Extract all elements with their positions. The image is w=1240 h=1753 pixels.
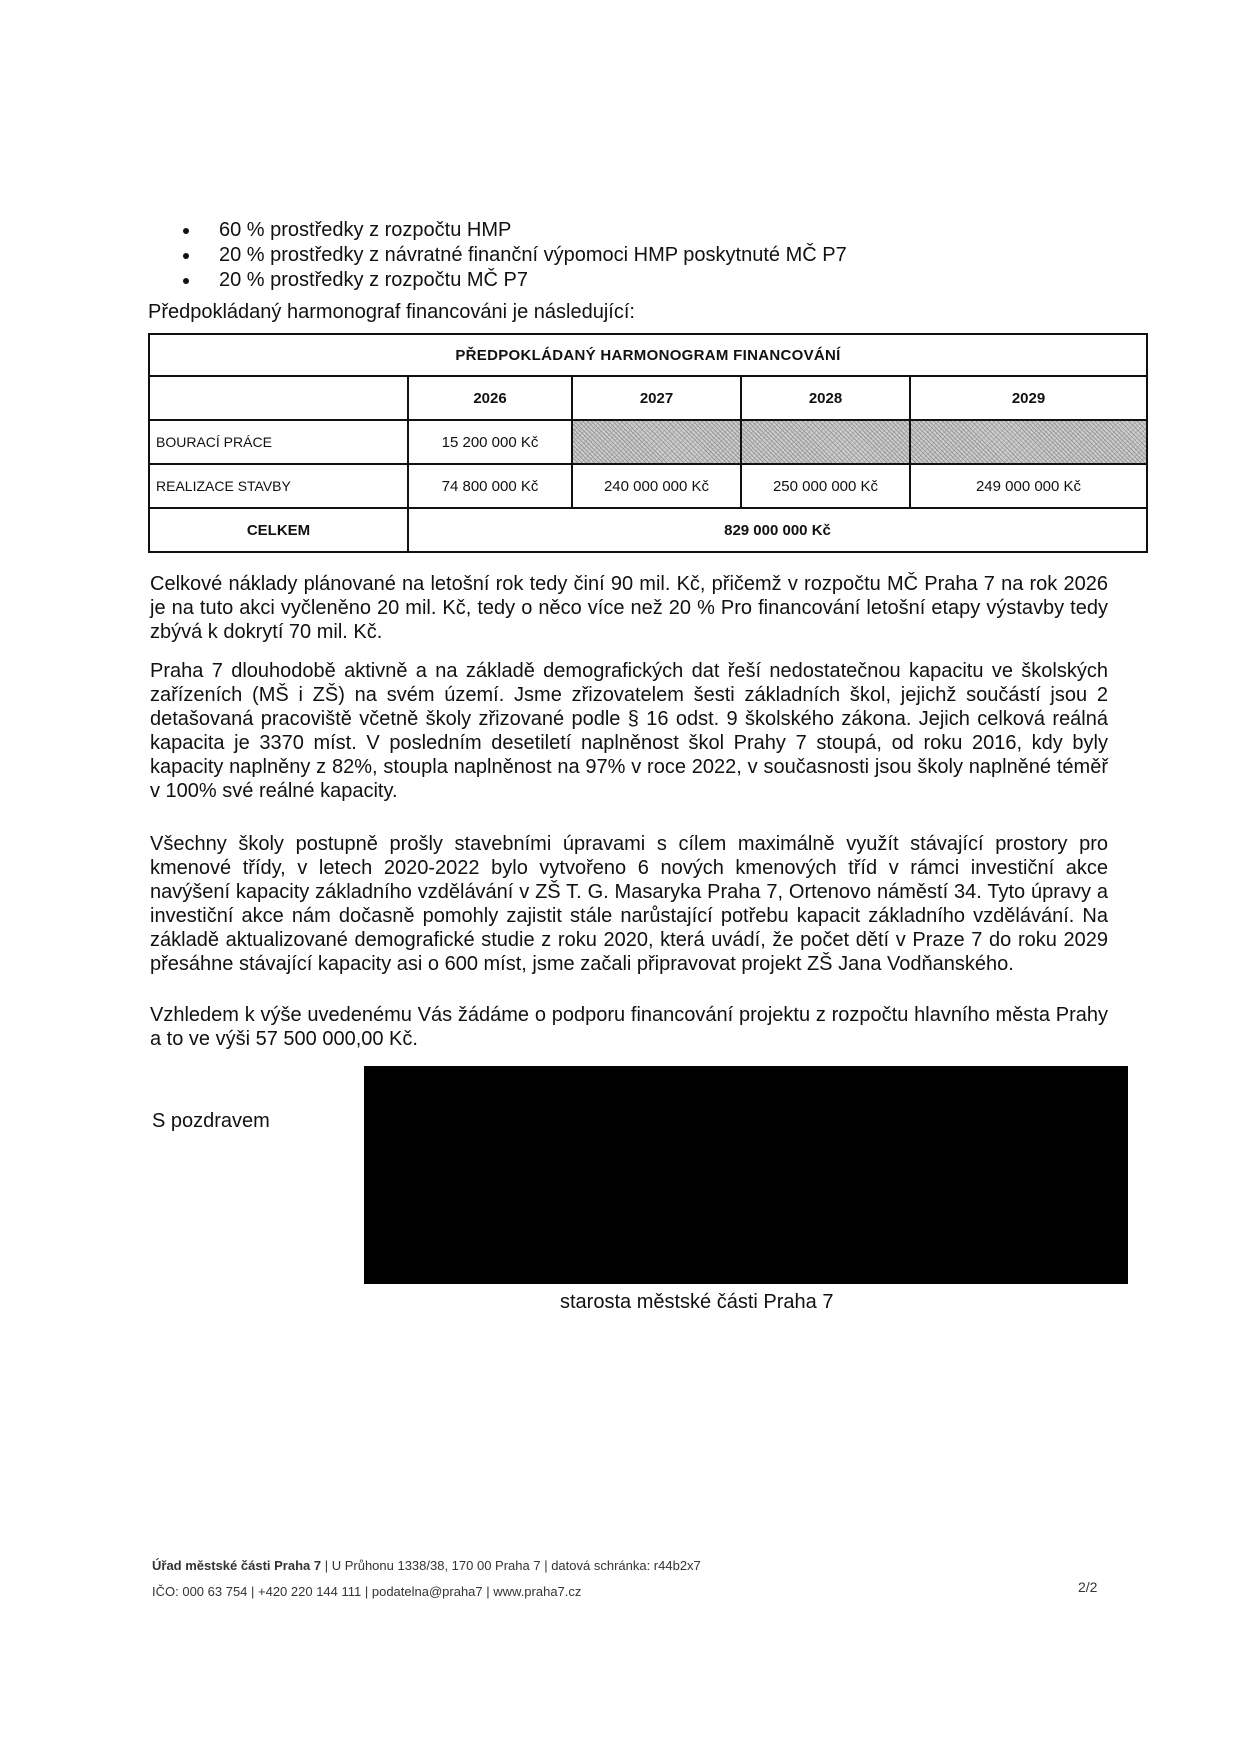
footer-line-2: IČO: 000 63 754 | +420 220 144 111 | podatelna@praha7 | www.praha7.cz: [152, 1584, 582, 1599]
signature-title: starosta městské části Praha 7: [560, 1291, 834, 1313]
row-label: BOURACÍ PRÁCE: [149, 420, 408, 464]
table-header-row: [149, 376, 1147, 420]
total-value: 829 000 000 Kč: [408, 508, 1147, 552]
paragraph: Praha 7 dlouhodobě aktivně a na základě demografických dat řeší nedostatečnou kapacitu ve školských zařízeních (MŠ i ZŠ) na svém území. Jsme zřizovatelem šesti základních škol, jejichž součástí jsou 2 detašovaná pracoviště včetně školy zřizované podle § 16 odst. 9 školského zákona. Jejich celková reálná kapacita je 3370 míst. V posledním desetiletí naplněnost škol Prahy 7 stoupá, od roku 2016, kdy byly kapacity naplněny z 82%, stoupla naplněnost na 97% v roce 2022, v současnosti jsou školy naplněné téměř v 100% své reálné kapacity.: [150, 660, 1108, 802]
financing-table: [148, 333, 1148, 553]
funding-sources-list: [183, 218, 847, 293]
table-cell: 15 200 000 Kč: [408, 420, 572, 464]
row-label: REALIZACE STAVBY: [149, 464, 408, 508]
list-item: 20 % prostředky z rozpočtu MČ P7: [183, 268, 847, 293]
paragraph: Všechny školy postupně prošly stavebními úpravami s cílem maximálně využít stávající prostory pro kmenové třídy, v letech 2020-2022 bylo vytvořeno 6 nových kmenových tříd v rámci investiční akce navýšení kapacity základního vzdělávání v ZŠ T. G. Masaryka Praha 7, Ortenovo náměstí 34. Tyto úpravy a investiční akce nám dočasně pomohly zajistit stále narůstající potřebu kapacit základního vzdělávání. Na základě aktualizované demografické studie z roku 2020, která uvádí, že počet dětí v Praze 7 do roku 2029 přesáhne stávající kapacity asi o 600 míst, jsme začali připravovat projekt ZŠ Jana Vodňanského.: [150, 833, 1108, 975]
list-item: 20 % prostředky z návratné finanční výpomoci HMP poskytnuté MČ P7: [183, 243, 847, 268]
year-header: 2026: [408, 376, 572, 420]
greeting: S pozdravem: [152, 1110, 270, 1132]
table-caption: PŘEDPOKLÁDANÝ HARMONOGRAM FINANCOVÁNÍ: [149, 334, 1147, 376]
list-item: 60 % prostředky z rozpočtu HMP: [183, 218, 847, 243]
footer: [152, 1553, 701, 1605]
hatched-cell: [910, 420, 1147, 464]
page-number: 2/2: [1078, 1579, 1098, 1595]
year-header: 2027: [572, 376, 741, 420]
year-header: 2028: [741, 376, 910, 420]
hatched-cell: [572, 420, 741, 464]
table-cell: 249 000 000 Kč: [910, 464, 1147, 508]
total-label: CELKEM: [149, 508, 408, 552]
table-cell: 74 800 000 Kč: [408, 464, 572, 508]
paragraph: Vzhledem k výše uvedenému Vás žádáme o podporu financování projektu z rozpočtu hlavního města Prahy a to ve výši 57 500 000,00 Kč.: [150, 1004, 1108, 1050]
redacted-signature-block: [364, 1066, 1128, 1284]
intro-text: Předpokládaný harmonograf financováni je následující:: [148, 301, 635, 323]
bullet-icon: [183, 278, 189, 284]
paragraph: Celkové náklady plánované na letošní rok tedy činí 90 mil. Kč, přičemž v rozpočtu MČ Praha 7 na rok 2026 je na tuto akci vyčleněno 20 mil. Kč, tedy o něco více než 20 % Pro financování letošní etapy výstavby tedy zbývá k dokrytí 70 mil. Kč.: [150, 573, 1108, 643]
footer-line-1: [152, 1553, 701, 1579]
header-empty-cell: [149, 376, 408, 420]
bullet-icon: [183, 228, 189, 234]
year-header: 2029: [910, 376, 1147, 420]
footer-address: | U Průhonu 1338/38, 170 00 Praha 7 | datová schránka: r44b2x7: [321, 1558, 701, 1573]
hatched-cell: [741, 420, 910, 464]
footer-office-name: Úřad městské části Praha 7: [152, 1558, 322, 1573]
table-cell: 240 000 000 Kč: [572, 464, 741, 508]
table-row: [149, 464, 1147, 508]
table-cell: 250 000 000 Kč: [741, 464, 910, 508]
bullet-icon: [183, 253, 189, 259]
table-total-row: [149, 508, 1147, 552]
table-row: [149, 420, 1147, 464]
